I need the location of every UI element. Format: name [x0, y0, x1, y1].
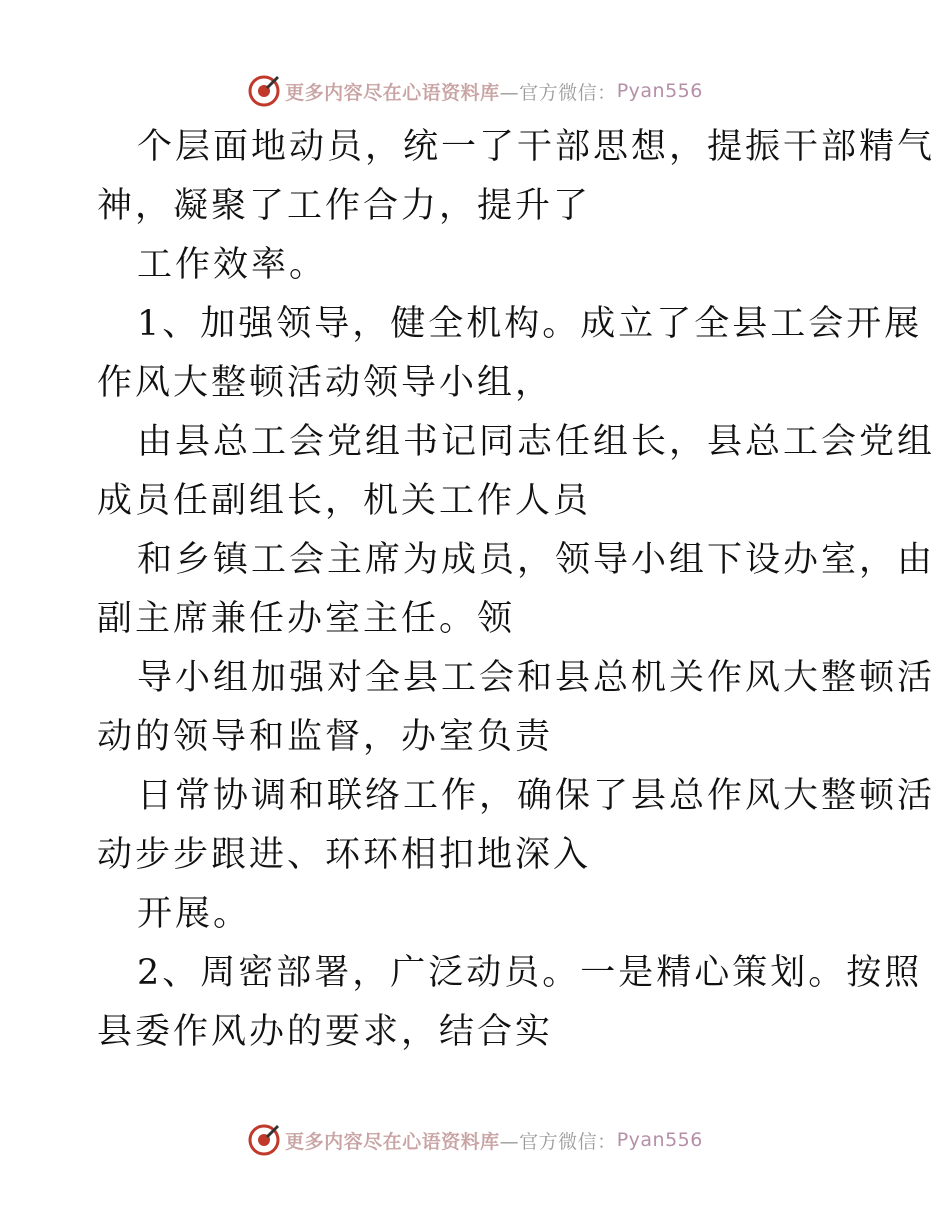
- text-line: 2、周密部署，广泛动员。一是精心策划。按照: [137, 953, 923, 993]
- banner-text-separator: —官方微信：: [499, 81, 617, 104]
- brush-logo-icon: [247, 74, 281, 108]
- text-line: 由县总工会党组书记同志任组长，县总工会党组: [137, 422, 936, 462]
- text-line: 神，凝聚了工作合力，提升了: [97, 186, 592, 226]
- text-line: 个层面地动员，统一了干部思想，提振干部精气: [137, 127, 936, 167]
- banner-text-id: Pyan556: [616, 1129, 703, 1151]
- text-line: 动的领导和监督，办室负责: [97, 717, 554, 757]
- text-line: 开展。: [137, 894, 252, 934]
- text-line: 县委作风办的要求，结合实: [97, 1012, 554, 1052]
- text-line: 动步步跟进、环环相扣地深入: [97, 835, 592, 875]
- text-line: 作风大整顿活动领导小组，: [97, 363, 554, 403]
- banner-text-main: 更多内容尽在心语资料库: [285, 81, 500, 104]
- text-line: 成员任副组长，机关工作人员: [97, 481, 592, 521]
- text-line: 导小组加强对全县工会和县总机关作风大整顿活: [137, 658, 936, 698]
- header-watermark-banner: [0, 71, 950, 111]
- text-line: 1、加强领导，健全机构。成立了全县工会开展: [137, 304, 923, 344]
- text-line: 和乡镇工会主席为成员，领导小组下设办室，由: [137, 540, 936, 580]
- banner-text-main: 更多内容尽在心语资料库: [285, 1130, 500, 1153]
- text-line: 副主席兼任办室主任。领: [97, 599, 516, 639]
- document-body: [97, 118, 936, 1062]
- brush-logo-icon: [247, 1123, 281, 1157]
- text-line: 日常协调和联络工作，确保了县总作风大整顿活: [137, 776, 936, 816]
- banner-text-separator: —官方微信：: [499, 1130, 617, 1153]
- text-line: 工作效率。: [137, 245, 328, 285]
- banner-text-id: Pyan556: [616, 80, 703, 102]
- footer-watermark-banner: [0, 1120, 950, 1160]
